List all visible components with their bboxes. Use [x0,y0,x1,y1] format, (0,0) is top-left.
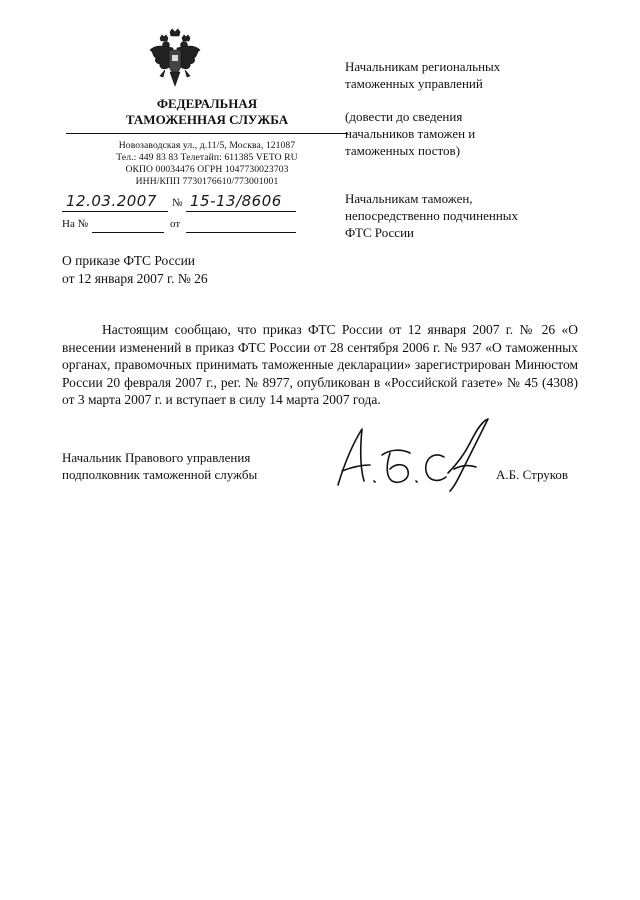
date-underline [62,211,168,212]
addressee-group2-line3: ФТС России [345,225,414,240]
registration-number-label: № [172,197,183,209]
address-line1: Новозаводская ул., д.11/5, Москва, 121087 [118,140,296,151]
addressee-note-line3: таможенных постов) [345,143,461,158]
address-line4: ИНН/КПП 7730176610/773001001 [135,176,279,187]
signatory-name: А.Б. Струков [496,467,569,482]
address-line2: Тел.: 449 83 83 Телетайп: 611385 VETO RU [116,152,298,163]
addressee-group2-line2: непосредственно подчиненных [345,208,519,223]
signatory-position-line1: Начальник Правового управления [62,450,251,465]
signatory-position-line2: подполковник таможенной службы [62,467,258,482]
double-headed-eagle-icon [148,28,202,90]
registration-number: 15-13/8606 [190,192,282,210]
addressee-note-line1: (довести до сведения [345,109,463,124]
handwritten-signature-icon [330,415,500,495]
body-paragraph: Настоящим сообщаю, что приказ ФТС России от 12 января 2007 г. № 26 «О внесении изменений в приказ ФТС России от 28 сентября 2006 г. № 937 «О таможенных органах, правомочных принимать таможенные декларации» зарегистрирован Минюстом России 20 февраля 2007 г., рег. № 8977, опубликован в «Российской газете» № 45 (4308) от 3 марта 2007 г. и вступает в силу 14 марта 2007 года. [62,322,578,407]
addressee-note-line2: начальников таможен и [345,126,476,141]
addressee-group1-line2: таможенных управлений [345,76,483,91]
number-underline [186,211,296,212]
reference-number-line [92,232,164,233]
org-name-line1: ФЕДЕРАЛЬНАЯ [156,96,258,111]
reference-label: На № [62,218,89,230]
reference-from-label: от [170,218,181,230]
subject-line2: от 12 января 2007 г. № 26 [62,271,208,286]
address-line3: ОКПО 00034476 ОГРН 1047730023703 [125,164,289,175]
subject-line1: О приказе ФТС России [62,253,196,268]
header-divider [66,133,348,134]
addressee-group1-line1: Начальникам региональных [345,59,501,74]
reference-date-line [186,232,296,233]
registration-date: 12.03.2007 [66,192,157,210]
org-name-line2: ТАМОЖЕННАЯ СЛУЖБА [125,112,289,127]
addressee-group2-line1: Начальникам таможен, [345,191,473,206]
